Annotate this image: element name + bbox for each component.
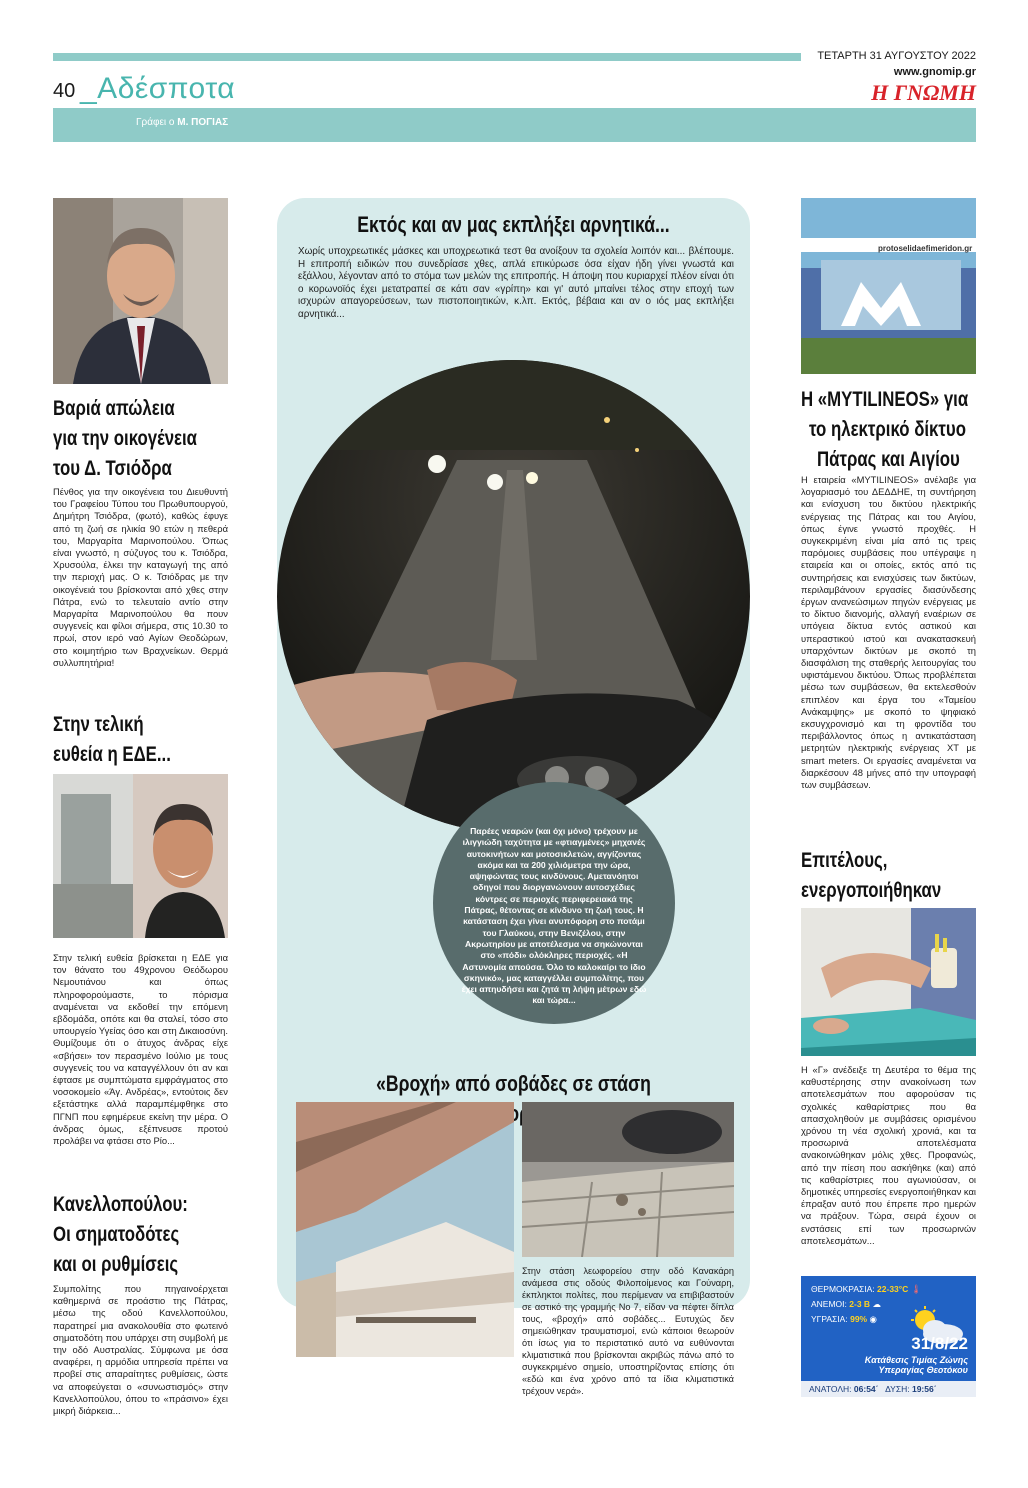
photo-mytilineos: [801, 198, 976, 374]
title-line: το ηλεκτρικό δίκτυο: [809, 418, 966, 441]
article-title-tsiodras: [53, 394, 229, 484]
weather-wind: [811, 1299, 881, 1310]
photo-ede: [53, 774, 228, 938]
byline-prefix: Γράφει ο: [136, 117, 175, 128]
feast-line: Κατάθεσις Τιμίας Ζώνης: [864, 1355, 968, 1365]
sunrise-value: 06:54΄: [853, 1384, 879, 1394]
title-line: Κανελλοπούλου:: [53, 1193, 188, 1216]
sunset-value: 19:56΄: [911, 1384, 937, 1394]
photo-motorcycle-circle: [277, 360, 750, 833]
photo-cleaning: [801, 908, 976, 1056]
humidity-value: 99%: [850, 1314, 868, 1324]
drop-icon: ◉: [869, 1314, 877, 1324]
title-line: για την οικογένεια: [53, 427, 198, 450]
title-line: Πάτρας και Αιγίου: [817, 448, 960, 471]
humidity-label: ΥΓΡΑΣΙΑ:: [811, 1314, 848, 1324]
page-number: 40: [53, 80, 76, 102]
title-line: ενεργοποιήθηκαν: [801, 879, 942, 902]
article-body-schools: Χωρίς υποχρεωτικές μάσκες και υποχρεωτικά τεστ θα ανοίξουν τα σχολεία λοιπόν και... βλέπουμε. Η επιτροπή ειδικών που συνεδρίασε χθες, απλά επικύρωσε όσα είχαν ήδη γίνει γνωστά και εξάλλου, λέγονταν από το στόμα των μελών της επιτροπής. Η άποψη που κυριαρχεί πλέον είναι ότι ο κορωνοϊός έχει μετατραπεί σε κάτι σαν «γρίπη» και γι' αυτό μπαίνει τέλος στην εποχή των ισχυρών απαγορεύσεων, των πιστοποιητικών, κ.λπ. Εκτός, βέβαια και αν ο ιός μας εκπλήξει αρνητικά...: [298, 246, 734, 320]
article-title-kanellopoulou: [53, 1190, 229, 1280]
motorcycle-caption: Παρέες νεαρών (και όχι μόνο) τρέχουν με ιλιγγιώδη ταχύτητα με «φτιαγμένες» μηχανές αυτοκινήτων και μοτοσικλετών, αγγίζοντας ακόμα και τα 200 χιλιόμετρα την ώρα, αψηφώντας τους κινδύνους. Αμετανόητοι οδηγοί που διοργανώνουν αυτοσχέδιες κόντρες σε περιοχές περιφερειακά της Πάτρας, θέτοντας σε κίνδυνο τη ζωή τους. Η κατάσταση έχει γίνει ανυπόφορη στο ποτάμι του Γλαύκου, στην Βενιζέλου, στην Ακρωτηρίου με αποτέλεσμα να σηκώνονται στο «πόδι» ολόκληρες περιοχές. «Η Αστυνομία απούσα. Όλο το καλοκαίρι το ίδιο σκηνικό», μας καταγγέλλει συμπολίτης, που έχει απηυδήσει και ζητά τη λήψη μέτρων εδώ και τώρα...: [433, 782, 675, 1024]
title-line: Επιτέλους,: [801, 849, 888, 872]
newspaper-logo: Η ΓΝΩΜΗ: [871, 80, 976, 105]
article-title-plaster: «Βροχή» από σοβάδες σε στάση: [376, 1071, 651, 1096]
weather-temp: [811, 1284, 922, 1295]
article-title-mytilineos: [801, 385, 977, 475]
article-body-kanellopoulou: Συμπολίτης που πηγαινοέρχεται καθημερινά σε προάστιο της Πάτρας, μέσω της οδού Κανελλοπούλου, παρατηρεί μια ανακολουθία στο φωτεινό σηματοδότη που υπάρχει στη συμβολή με την οδό Αυστραλίας. Σύμφωνα με όσα αναφέρει, η αρμόδια υπηρεσία πρέπει να προβεί στις απαραίτητες ρυθμίσεις, ώστε να αποφεύγεται ο «συνωστισμός» στην Κανελλοπούλου, όπου το «πράσινο» έχει μικρή διάρκεια...: [53, 1283, 228, 1417]
site-url[interactable]: www.gnomip.gr: [893, 66, 976, 78]
article-body-mytilineos: Η εταιρεία «MYTILINEOS» ανέλαβε για λογαριασμό του ΔΕΔΔΗΕ, τη συντήρηση και ενίσχυση του δικτύου ηλεκτρικής ενέργειας της Πάτρας και του Αιγίου, όπως έγινε γνωστό προχθές. Η συγκεκριμένη είναι μία από τις τρεις παρόμοιες συμβάσεις που υπέγραψε η εταιρεία και οι οποίες, εκτός από τις συντηρήσεις και ενισχύσεις των δικτύων, περιλαμβάνουν εργασίες διασύνδεσης έργων ανανεώσιμων πηγών ενέργειας με το δίκτυο διανομής, αλλαγή εναέριων σε υπόγεια δίκτυα εντός αστικού και υπεραστικού ιστού και ανακατασκευή υπαρχόντων δικτύων με σκοπό τη διασφάλιση της σταθερής λειτουργίας του υφιστάμενου δικτύου. Όπως προβλέπεται μέσω των συμβάσεων, θα εκτελεσθούν επιπλέον και έργα του «Ταμείου Ανάκαμψης» με σκοπό το ψηφιακό εκσυγχρονισμό και τη φροντίδα του περιβάλλοντος όπως η αντικατάσταση μετρητών ηλεκτρικής ενέργειας ΧΤ με smart meters. Οι εργασίες αναμένεται να διαρκέσουν 48 μήνες από την υπογραφή των συμβάσεων.: [801, 474, 976, 791]
title-line: Η «MYTILINEOS» για: [801, 388, 969, 411]
photo-bus-stop: [522, 1102, 734, 1257]
wind-value: 2-3 Β: [849, 1299, 871, 1309]
article-body-ede: Στην τελική ευθεία βρίσκεται η ΕΔΕ για τον θάνατο του 49χρονου Θεόδωρου Νεμουτιάνου και όπως πληροφορούμαστε, το πόρισμα αναμένεται να εκδοθεί την επόμενη εβδομάδα, οπότε και θα σταλεί, τόσο στο υπουργείο Υγείας όσο και στη Δικαιοσύνη. Θυμίζουμε ότι ο άτυχος άνδρας είχε «σβήσει» τον περασμένο Ιούλιο με τους συγγενείς του να καταγγέλλουν ότι αν και έφτασε με συμπτώματα εμφράγματος στο νοσοκομείο «Άγ. Ανδρέας», εντούτοις δεν εξετάστηκε αλλά παραμπέμφθηκε στο ΠΓΝΠ που εφημέρευε εκείνη την μέρα. Ο άνδρας όμως, εξέπνευσε προτού προλάβει να φτάσει στο Ρίο...: [53, 952, 228, 1147]
cloud-icon: ☁: [872, 1299, 881, 1309]
sunrise-label: ΑΝΑΤΟΛΗ:: [809, 1384, 852, 1394]
article-body-cleaners: Η «Γ» ανέδειξε τη Δευτέρα το θέμα της καθυστέρησης στην ανακοίνωση των αποτελεσμάτων που αφορούσαν τις σχολικές καθαρίστριες που θα απασχοληθούν με συμβάσεις ορισμένου χρόνου τη νέα σχολική χρονιά, και τα προσωρινά αποτελέσματα ανακοινώθηκαν μόλις χθες. Προφανώς, από την πίεση που ασκήθηκε (και) από τις καθαρίστριες που αγωνιούσαν, οι δημοτικές υπηρεσίες ενεργοποιήθηκαν και έπραξαν αυτό που έπρεπε προ ημερών να πράξουν. Τώρα, σειρά έχουν οι ενστάσεις επί των προσωρινών αποτελεσμάτων...: [801, 1064, 976, 1246]
title-line: ευθεία η ΕΔΕ...: [53, 743, 171, 766]
feast-line: Υπεραγίας Θεοτόκου: [878, 1365, 968, 1375]
title-line: Οι σηματοδότες: [53, 1223, 180, 1246]
byline-author: Μ. ΠΟΓΙΑΣ: [177, 117, 229, 128]
temp-value: 22-33°C: [877, 1284, 909, 1294]
article-body-plaster: Στην στάση λεωφορείου στην οδό Κανακάρη ανάμεσα στις οδούς Φιλοποίμενος και Γούναρη, έκπληκτοι πολίτες, που περίμεναν να επιβιβαστούν σε αστικό της γραμμής Νο 7, είδαν να πέφτει δίπλα τους, «βροχή» από σοβάδες... Ευτυχώς δεν σημειώθηκαν τραυματισμοί, ενώ κάποιοι θεωρούν ότι ίσως για το περιστατικό αυτό να ευθύνονται κλιματιστικά που βρίσκονται ακριβώς πάνω από το συγκεκριμένο σημείο, υποστηρίζοντας επίσης ότι «εδώ και ένα χρόνο από τα ίδια κλιματιστικά τρέχουν νερά».: [522, 1266, 734, 1396]
feast-day: [865, 1355, 968, 1375]
thermometer-icon: 🌡: [910, 1284, 922, 1294]
article-title-cleaners: [801, 846, 977, 906]
weather-box: [801, 1276, 976, 1397]
section-title: _Αδέσποτα: [80, 72, 236, 105]
title-line: του Δ. Τσιόδρα: [53, 457, 172, 480]
sunset-label: ΔΥΣΗ:: [885, 1384, 910, 1394]
issue-date: ΤΕΤΑΡΤΗ 31 ΑΥΓΟΥΣΤΟΥ 2022: [817, 50, 976, 62]
photo-building: [296, 1102, 514, 1357]
title-line: Βαριά απώλεια: [53, 397, 175, 420]
byline: [136, 117, 228, 128]
temp-label: ΘΕΡΜΟΚΡΑΣΙΑ:: [811, 1284, 875, 1294]
article-title-schools: Εκτός και αν μας εκπλήξει αρνητικά...: [357, 212, 670, 237]
watermark: protoselidaefimeridon.gr: [878, 244, 973, 253]
article-title-ede: [53, 710, 229, 770]
article-body-tsiodras: Πένθος για την οικογένεια του Διευθυντή του Γραφείου Τύπου του Πρωθυπουργού, Δημήτρη Τσιόδρα, (φωτό), καθώς έφυγε από τη ζωή σε ηλικία 90 ετών η πεθερά του, Μαργαρίτα Μαρινοπούλου. Όπως είναι γνωστό, η σύζυγος του κ. Τσιόδρα, Χρυσούλα, έλκει την καταγωγή της από την περιοχή μας. Ο κ. Τσιόδρας με την οικογένειά του βρίσκονται από χθες στην Πάτρα, ενώ το τελευταίο αντίο στην Μαργαρίτα Μαρινοπούλου θα πουν συγγενείς και φίλοι σήμερα, στις 10.30 το πρωί, στον ιερό ναό Αγίων Θεοδώρων, στο κοιμητήριο των Βραχνείκων. Θερμά συλλυπητήρια!: [53, 486, 228, 668]
title-line: και οι ρυθμίσεις: [53, 1253, 179, 1276]
title-line: Στην τελική: [53, 713, 144, 736]
sun-times: [801, 1381, 976, 1397]
header-top-bar: [53, 53, 801, 61]
weather-humidity: [811, 1314, 877, 1325]
weather-date: 31/8/22: [911, 1334, 968, 1353]
photo-tsiodras: [53, 198, 228, 384]
wind-label: ΑΝΕΜΟΙ:: [811, 1299, 847, 1309]
